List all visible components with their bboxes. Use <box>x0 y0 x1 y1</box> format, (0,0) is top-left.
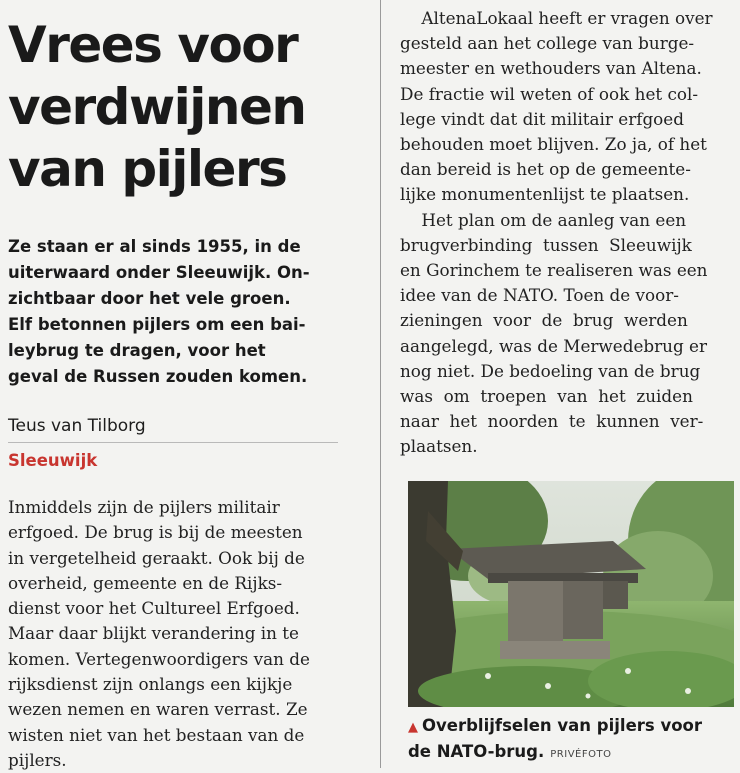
body-line: erfgoed. De brug is bij de meesten <box>8 522 303 543</box>
photo-caption <box>408 714 738 767</box>
body-line: wisten niet van het bestaan van de <box>8 724 305 745</box>
body-line: lijke monumentenlijst te plaatsen. <box>400 184 690 205</box>
body-line: dienst voor het Cultureel Erfgoed. <box>8 598 300 619</box>
body-line: dan bereid is het op de gemeente- <box>400 159 691 180</box>
body-line: pijlers. <box>8 749 67 770</box>
headline-line: verdwijnen <box>8 78 306 136</box>
photo-credit: PRIVÉFOTO <box>550 749 612 760</box>
body-line: nog niet. De bedoeling van de brug <box>400 360 701 381</box>
intro-line: geval de Russen zouden komen. <box>8 367 308 386</box>
bridge-pillar-photo <box>408 481 734 707</box>
intro-line: zichtbaar door het vele groen. <box>8 289 291 308</box>
location-dateline: Sleeuwijk <box>8 451 98 470</box>
caption-text-1: Overblijfselen van pijlers voor <box>422 716 703 735</box>
left-column <box>8 14 360 773</box>
article-intro <box>8 234 360 390</box>
body-line: AltenaLokaal heeft er vragen over <box>400 8 713 28</box>
body-line: zieningen voor de brug werden <box>400 310 688 331</box>
body-line: Het plan om de aanleg van een <box>400 209 687 230</box>
body-line: brugverbinding tussen Sleeuwijk <box>400 234 692 255</box>
body-line: behouden moet blijven. Zo ja, of het <box>400 134 707 155</box>
body-line: komen. Vertegenwoordigers van de <box>8 648 310 669</box>
body-line: wezen nemen en waren verrast. Ze <box>8 699 308 720</box>
red-triangle-icon: ▲ <box>408 720 418 735</box>
body-line: Inmiddels zijn de pijlers militair <box>8 497 280 517</box>
body-line: rijksdienst zijn onlangs een kijkje <box>8 674 293 695</box>
body-line: in vergetelheid geraakt. Ook bij de <box>8 547 305 568</box>
body-text-right-2 <box>400 208 734 460</box>
intro-line: uiterwaard onder Sleeuwijk. On- <box>8 263 310 282</box>
body-line: lege vindt dat dit militair erfgoed <box>400 108 684 129</box>
caption-line-2 <box>408 740 738 767</box>
body-text-left <box>8 495 360 773</box>
caption-text-2: de NATO-brug. <box>408 742 545 761</box>
headline-line: Vrees voor <box>8 16 298 74</box>
intro-line: Ze staan er al sinds 1955, in de <box>8 237 301 256</box>
body-line: plaatsen. <box>400 436 478 457</box>
body-text-right-1 <box>400 6 734 208</box>
headline-line: van pijlers <box>8 140 287 198</box>
article-photo <box>408 481 734 707</box>
body-line: Maar daar blijkt verandering in te <box>8 623 299 644</box>
intro-line: Elf betonnen pijlers om een bai- <box>8 315 306 334</box>
body-line: idee van de NATO. Toen de voor- <box>400 285 679 306</box>
right-column <box>400 6 734 460</box>
body-line: was om troepen van het zuiden <box>400 386 693 407</box>
body-line: naar het noorden te kunnen ver- <box>400 411 704 432</box>
author-byline: Teus van Tilborg <box>8 414 338 443</box>
caption-line-1 <box>408 714 738 740</box>
intro-line: leybrug te dragen, voor het <box>8 341 266 360</box>
body-line: gesteld aan het college van burge- <box>400 33 695 54</box>
body-line: aangelegd, was de Merwedebrug er <box>400 335 707 356</box>
body-line: meester en wethouders van Altena. <box>400 58 702 79</box>
article-headline <box>8 14 360 200</box>
column-divider <box>380 0 381 768</box>
body-line: overheid, gemeente en de Rijks- <box>8 572 283 593</box>
body-line: en Gorinchem te realiseren was een <box>400 260 708 281</box>
body-line: De fractie wil weten of ook het col- <box>400 83 698 104</box>
